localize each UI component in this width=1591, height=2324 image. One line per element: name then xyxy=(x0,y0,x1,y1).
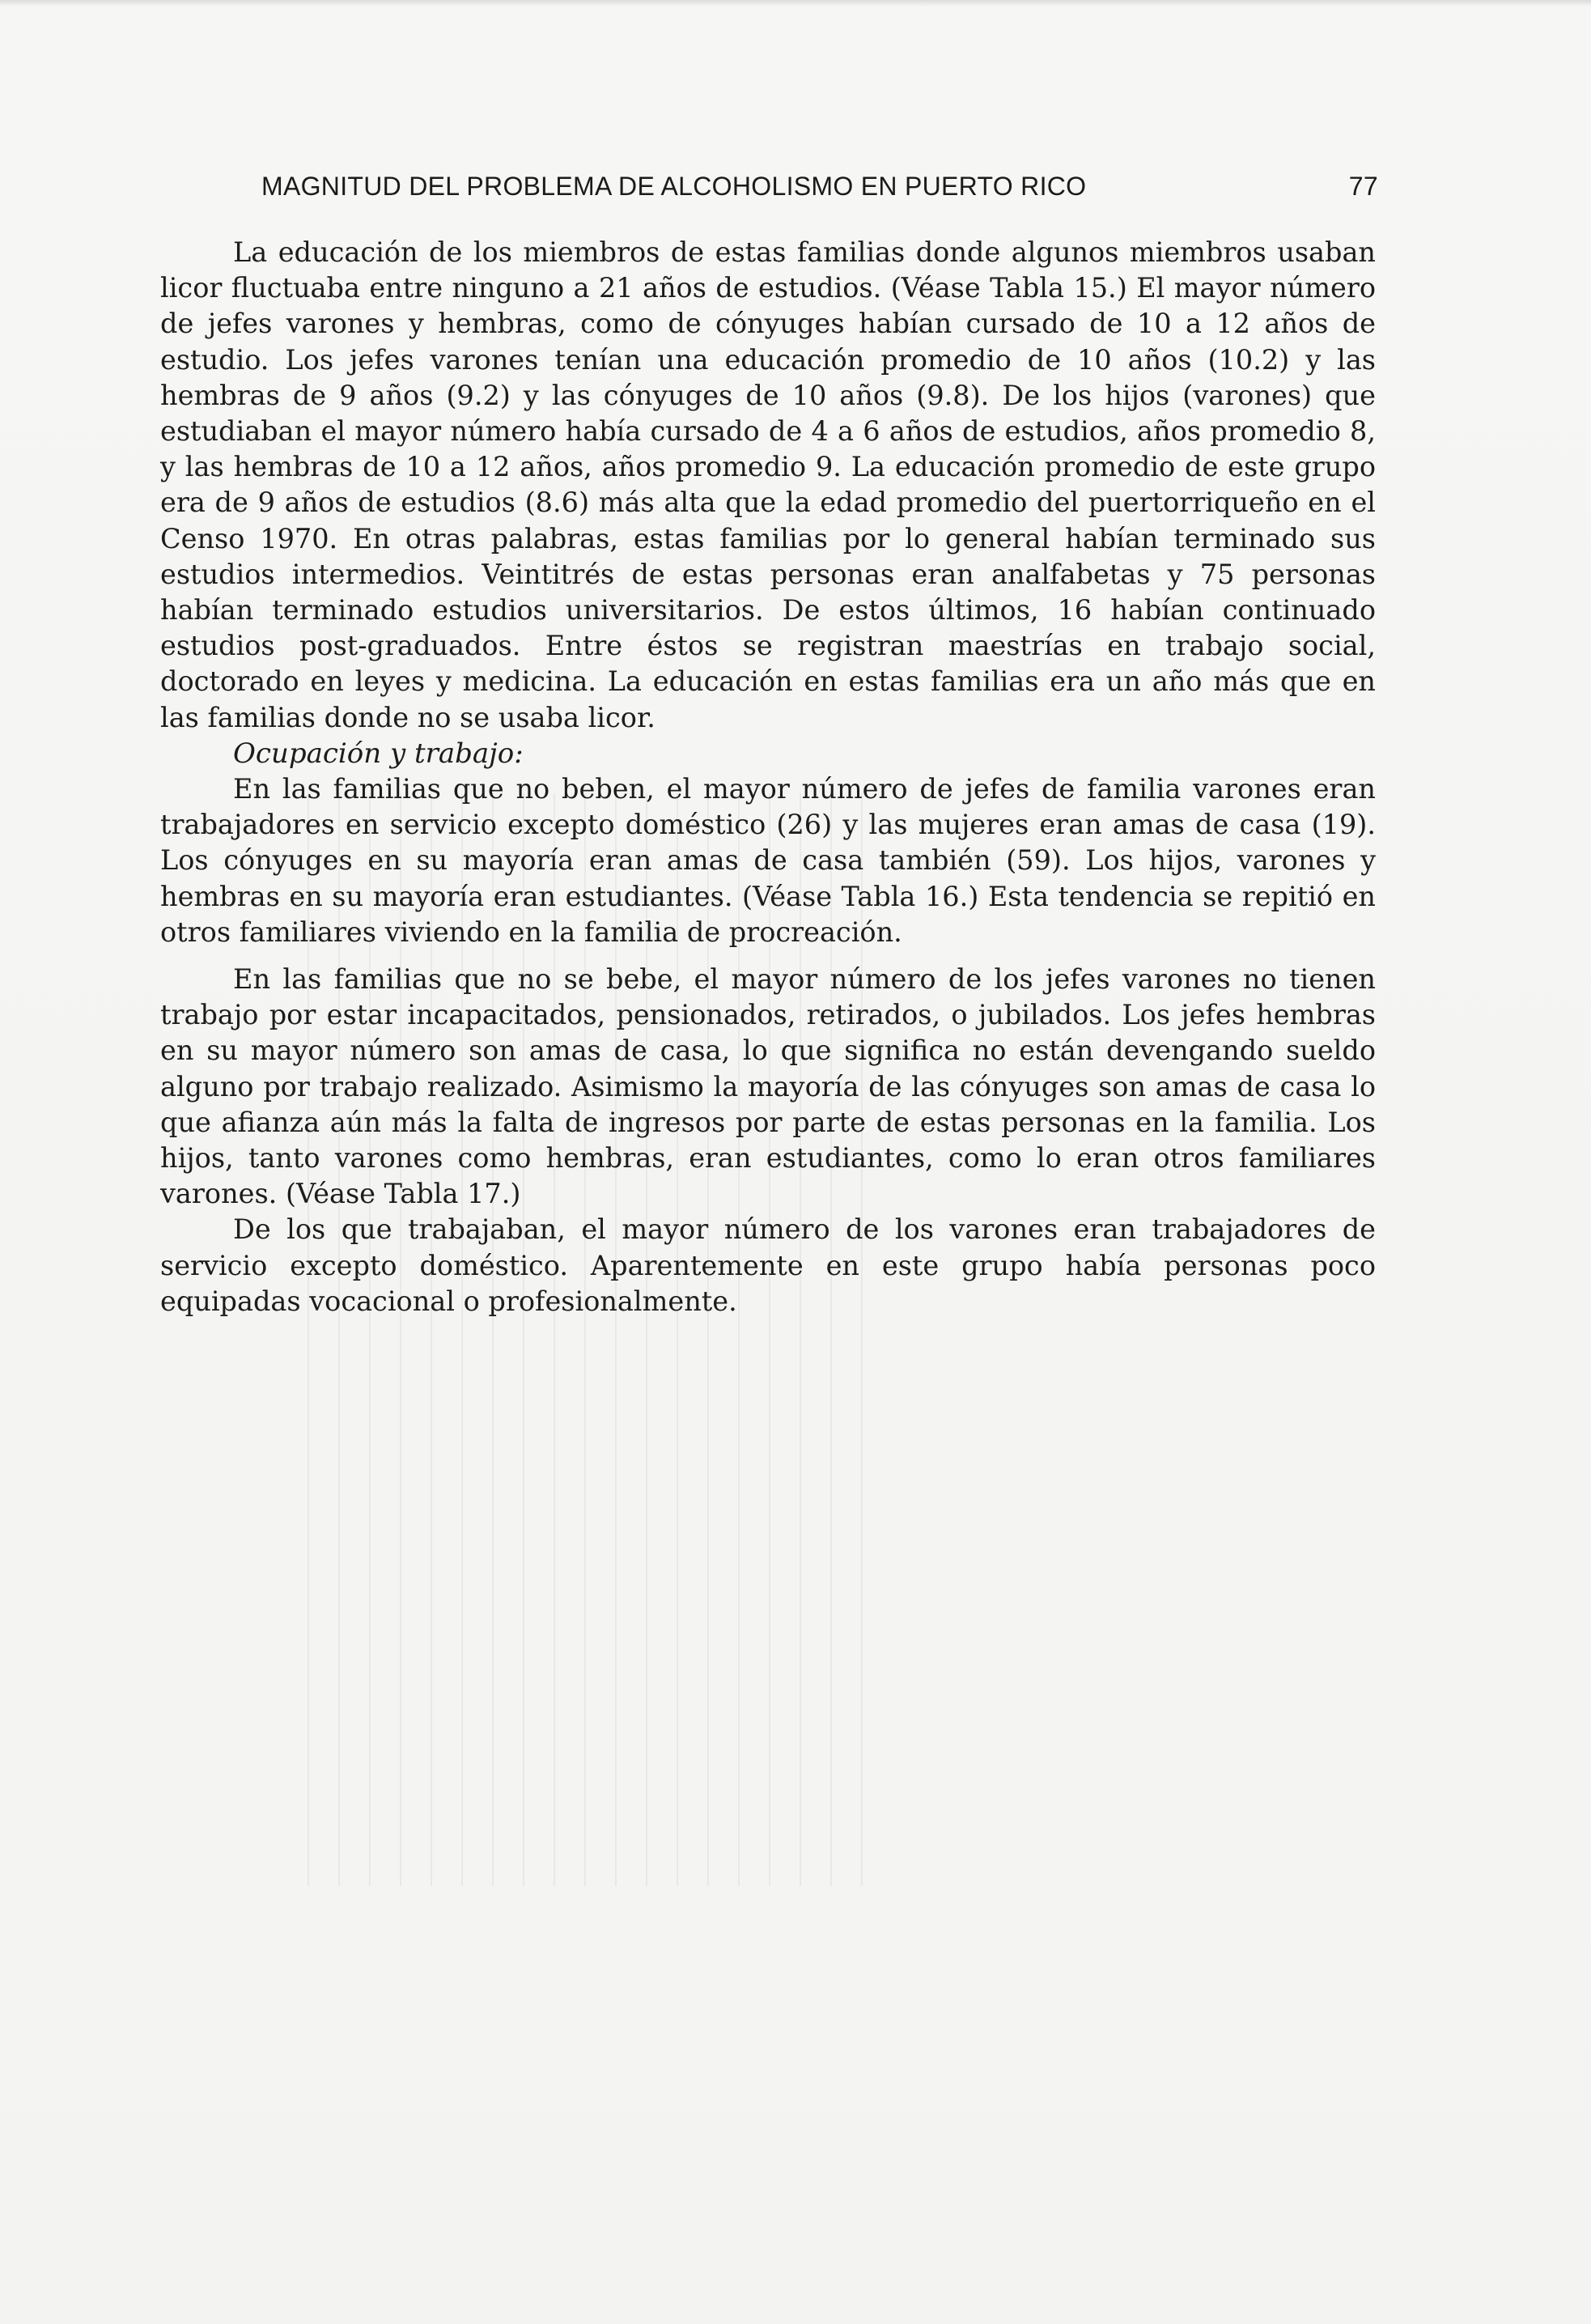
page-edge-shadow xyxy=(0,0,1591,6)
paragraph-workers: De los que trabajaban, el mayor número de los varones eran trabajadores de servicio excepto doméstico. Aparentemente en este grupo había personas poco equipadas vocacional o profesionalmente. xyxy=(160,1213,1376,1317)
section-heading-ocupacion: Ocupación y trabajo: xyxy=(233,737,524,770)
paragraph-unemployed-heads: En las familias que no se bebe, el mayor número de los jefes varones no tienen trabajo por estar incapacitados, pensionados, retirados, o jubilados. Los jefes hembras en su mayor número son amas de casa, lo que significa no están devengando sueldo alguno por trabajo realizado. Asimismo la mayoría de las cónyuges son amas de casa lo que afianza aún más la falta de ingresos por parte de estas personas en la familia. Los hijos, tanto varones como hembras, eran estudiantes, como lo eran otros familiares varones. (Véase Tabla 17.) xyxy=(160,963,1376,1210)
page-body xyxy=(160,235,1376,1319)
running-title: MAGNITUD DEL PROBLEMA DE ALCOHOLISMO EN PUERTO RICO xyxy=(261,172,1087,201)
running-header xyxy=(261,172,1378,212)
paragraph-occupation-non-drinkers: En las familias que no beben, el mayor número de jefes de familia varones eran trabajadores en servicio excepto doméstico (26) y las mujeres eran amas de casa (19). Los cónyuges en su mayoría eran amas de casa también (59). Los hijos, varones y hembras en su mayoría eran estudiantes. (Véase Tabla 16.) Esta tendencia se repitió en otros familiares viviendo en la familia de procreación. xyxy=(160,773,1376,948)
page-number: 77 xyxy=(1348,172,1378,201)
paragraph-education: La educación de los miembros de estas familias donde algunos miembros usaban licor fluctuaba entre ninguno a 21 años de estudios. (Véase Tabla 15.) El mayor número de jefes varones y hembras, como de cónyuges habían cursado de 10 a 12 años de estudio. Los jefes varones tenían una educación promedio de 10 años (10.2) y las hembras de 9 años (9.2) y las cónyuges de 10 años (9.8). De los hijos (varones) que estudiaban el mayor número había cursado de 4 a 6 años de estudios, años promedio 8, y las hembras de 10 a 12 años, años promedio 9. La educación promedio de este grupo era de 9 años de estudios (8.6) más alta que la edad promedio del puertorriqueño en el Censo 1970. En otras palabras, estas familias por lo general habían terminado sus estudios intermedios. Veintitrés de estas personas eran analfabetas y 75 personas habían terminado estudios universitarios. De estos últimos, 16 habían continuado estudios post-graduados. Entre éstos se registran maestrías en trabajo social, doctorado en leyes y medicina. La educación en estas familias era un año más que en las familias donde no se usaba licor. xyxy=(160,236,1376,733)
